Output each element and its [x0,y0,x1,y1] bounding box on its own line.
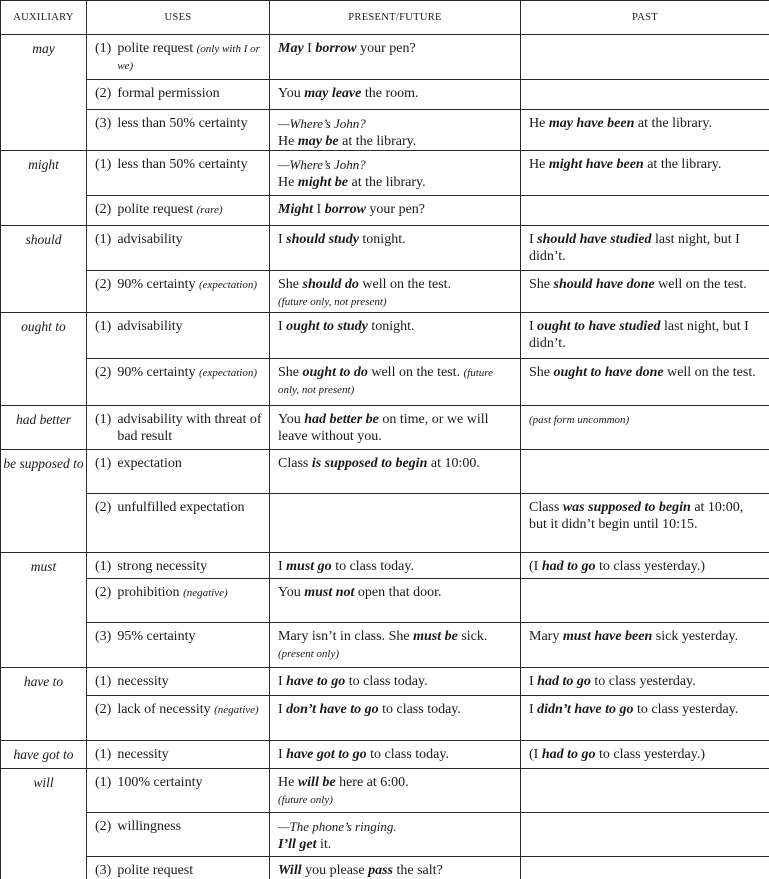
example-text: should have studied [537,232,652,247]
use-entry [95,412,263,445]
table-body [1,35,769,879]
example-text: She [529,365,554,380]
example-text: might have been [548,157,644,172]
uses-cell [87,35,270,80]
example-text: to class yesterday. [633,702,739,717]
use-entry [95,819,263,836]
example-text: must be [413,629,458,644]
uses-cell [87,857,270,879]
example-text: I [278,702,287,717]
example-text: He [278,133,298,149]
example-text: (future only, not present) [278,295,387,308]
use-label [117,819,181,836]
past-cell [521,226,769,271]
example-text: on time, or we will leave without you. [278,412,489,444]
past-cell [521,406,769,450]
past-cell [521,80,769,110]
example-text: didn’t have to go [537,702,634,717]
past-cell [521,110,769,151]
table-row [1,741,769,769]
example-text: to class today. [378,702,461,717]
use-number: (3) [95,863,112,878]
example-text: (past form uncommon) [529,414,630,426]
use-entry [95,41,263,74]
use-number: (1) [95,747,112,762]
auxiliary-cell: have to [1,668,87,741]
use-text: 90% certainty [117,277,196,292]
past-cell [521,623,769,668]
example-text: don’t have to go [286,702,379,717]
present-future-cell [270,741,521,769]
use-text: willingness [117,819,182,834]
example-text: I’ll get [278,836,317,852]
example-text: borrow [324,202,366,217]
table-row [1,668,769,696]
use-label [117,456,182,473]
past-cell [521,857,769,879]
header-auxiliary: AUXILIARY [1,1,87,35]
example-text: borrow [315,41,357,56]
present-future-cell [270,553,521,579]
present-future-cell [270,494,521,553]
example-text: —Where’s John? [278,157,366,172]
past-cell [521,696,769,741]
example-text: should study [286,232,359,247]
use-number: (1) [95,775,112,790]
example-text: open that door. [354,585,442,600]
example-text: Mary isn’t in class. She [278,629,414,644]
example-text: ought to do [302,365,368,380]
uses-cell [87,450,270,494]
example-text: I [529,674,538,689]
use-text: polite request [117,41,194,56]
table-row [1,813,769,857]
use-label [117,202,222,219]
use-text: less than 50% certainty [117,116,248,131]
example-text: tonight. [367,319,415,334]
uses-cell [87,110,270,151]
use-number: (2) [95,202,112,217]
use-text: 90% certainty [117,365,196,380]
use-text: strong necessity [117,559,208,574]
present-future-cell [270,668,521,696]
use-entry [95,202,263,219]
auxiliary-cell: have got to [1,741,87,769]
example-text: She [529,277,554,292]
use-entry [95,674,263,691]
auxiliary-cell: might [1,151,87,226]
example-text: I [278,232,287,247]
use-text: necessity [117,674,169,689]
example-text: I [278,674,287,689]
example-text: He [529,116,549,131]
present-future-cell [270,696,521,741]
uses-cell [87,553,270,579]
past-cell [521,271,769,313]
use-entry [95,319,263,336]
uses-cell [87,741,270,769]
use-text: polite request [117,202,194,217]
example-text: I [313,202,325,217]
table-row [1,450,769,494]
use-note: (negative) [214,704,259,716]
present-future-cell [270,271,521,313]
auxiliary-cell: be supposed to [1,450,87,553]
present-future-cell [270,151,521,196]
use-entry [95,232,263,249]
example-text: —The phone’s ringing. [278,819,397,834]
use-number: (1) [95,456,112,471]
use-entry [95,456,263,473]
past-cell [521,813,769,857]
example-text: Class [278,456,312,471]
past-cell [521,359,769,406]
table-row [1,313,769,359]
use-number: (2) [95,702,112,717]
table-row [1,151,769,196]
use-text: prohibition [117,585,180,600]
uses-cell [87,769,270,813]
table-row [1,271,769,313]
example-text: (future only, not present) [278,367,494,396]
example-text: —Where’s John? [278,116,366,131]
present-future-cell [270,80,521,110]
past-cell [521,313,769,359]
use-note: (expectation) [198,367,257,379]
use-entry [95,585,263,602]
example-text: may have been [548,116,635,131]
auxiliary-cell: must [1,553,87,668]
past-cell [521,450,769,494]
header-past: PAST [521,1,769,35]
example-text: Will [278,863,302,878]
present-future-cell [270,769,521,813]
present-future-cell [270,196,521,226]
example-text: You [278,412,305,427]
present-future-cell [270,579,521,623]
table-row [1,80,769,110]
example-text: Might [278,202,314,217]
past-cell [521,668,769,696]
use-entry [95,559,263,576]
example-text: your pen? [356,41,416,56]
past-cell [521,196,769,226]
use-label [117,86,219,103]
example-text: may leave [304,86,362,101]
table-row [1,359,769,406]
past-cell [521,494,769,553]
table-row [1,769,769,813]
use-label [117,775,202,792]
use-text: advisability with threat of bad result [117,412,262,444]
present-future-cell [270,359,521,406]
uses-cell [87,271,270,313]
table-row [1,35,769,80]
example-text: She [278,277,303,292]
example-text: might be [297,174,348,190]
example-text: She [278,365,303,380]
uses-cell [87,494,270,553]
example-text: had better be [304,412,379,427]
example-text: must have been [562,629,653,644]
use-entry [95,863,263,879]
example-text: here at 6:00. [335,775,409,790]
example-text: ought to have done [553,365,664,380]
uses-cell [87,623,270,668]
use-number: (1) [95,412,112,427]
use-number: (2) [95,86,112,101]
example-text: will be [297,775,336,790]
example-text: I [529,232,538,247]
use-number: (1) [95,41,112,56]
use-entry [95,157,263,174]
example-text: had to go [541,559,596,574]
present-future-cell [270,406,521,450]
use-label [117,41,263,74]
example-text: He [278,174,298,190]
table-row [1,623,769,668]
use-label [117,365,257,382]
use-number: (2) [95,365,112,380]
use-number: (3) [95,629,112,644]
example-text: pass [368,863,393,878]
use-text: lack of necessity [117,702,211,717]
present-future-cell [270,857,521,879]
table-row [1,494,769,553]
table-row [1,226,769,271]
past-cell [521,553,769,579]
use-note: (expectation) [198,279,257,291]
uses-cell [87,813,270,857]
example-text: your pen? [365,202,426,217]
use-label [117,747,168,764]
uses-cell [87,226,270,271]
uses-cell [87,196,270,226]
use-text: polite request [117,863,194,878]
table-row [1,579,769,623]
example-text: (I [529,747,542,762]
example-text: sick. [457,629,488,644]
use-number: (1) [95,157,112,172]
past-cell [521,769,769,813]
example-text: to class yesterday.) [595,559,706,574]
use-label [117,702,258,719]
example-text: had to go [537,674,591,689]
example-text: He [529,157,549,172]
use-number: (2) [95,819,112,834]
example-text: may be [297,133,339,149]
use-text: less than 50% certainty [117,157,248,172]
table-row [1,196,769,226]
use-entry [95,116,263,133]
present-future-cell [270,35,521,80]
example-text: ought to study [286,319,368,334]
example-text: well on the test. [367,365,464,380]
use-label [117,157,247,174]
use-text: necessity [117,747,169,762]
example-text: well on the test. [654,277,747,292]
present-future-cell [270,226,521,271]
example-text: at 10:00, but it didn’t begin until 10:15. [529,500,744,532]
example-text: sick yesterday. [652,629,739,644]
use-label [117,412,263,445]
use-label [117,674,168,691]
example-text: should have done [553,277,655,292]
auxiliary-cell: will [1,769,87,879]
present-future-cell [270,623,521,668]
uses-cell [87,579,270,623]
use-note: (rare) [196,204,223,216]
use-text: unfulfilled expectation [117,500,245,515]
use-number: (2) [95,500,112,515]
past-cell [521,579,769,623]
use-label [117,559,207,576]
example-text: You [278,585,305,600]
example-text: must not [304,585,355,600]
header-row [1,1,769,35]
uses-cell [87,668,270,696]
example-text: must go [286,559,332,574]
use-number: (1) [95,674,112,689]
table-row [1,857,769,879]
use-number: (2) [95,585,112,600]
present-future-cell [270,110,521,151]
example-text: have got to go [286,747,367,762]
example-text: I [529,702,538,717]
example-text: it. [316,836,332,852]
use-label [117,863,193,879]
table-row [1,696,769,741]
use-number: (1) [95,232,112,247]
example-text: to class today. [366,747,449,762]
uses-cell [87,696,270,741]
use-note: (only with I or we) [117,43,260,72]
example-text: to class yesterday. [590,674,696,689]
example-text: I [529,319,538,334]
use-text: expectation [117,456,182,471]
uses-cell [87,151,270,196]
use-text: formal permission [117,86,220,101]
example-text: had to go [541,747,596,762]
use-entry [95,629,263,646]
example-text: at the library. [338,133,417,149]
present-future-cell [270,450,521,494]
example-text: was supposed to begin [562,500,691,515]
example-text: to class today. [345,674,428,689]
use-note: (negative) [183,587,228,599]
auxiliary-cell: should [1,226,87,313]
example-text: I [278,319,287,334]
example-text: last night, but I didn’t. [529,319,749,351]
auxiliary-cell: had better [1,406,87,450]
use-number: (1) [95,319,112,334]
use-entry [95,277,263,294]
use-number: (3) [95,116,112,131]
example-text: He [278,775,298,790]
example-text: (present only) [278,647,339,660]
use-label [117,232,182,249]
use-label [117,629,195,646]
example-text: at the library. [348,174,426,190]
auxiliary-cell: ought to [1,313,87,406]
example-text: last night, but I didn’t. [529,232,740,264]
example-text: You [278,86,305,101]
uses-cell [87,80,270,110]
example-text: to class yesterday.) [595,747,706,762]
header-present-future: PRESENT/FUTURE [270,1,521,35]
use-label [117,319,182,336]
example-text: tonight. [358,232,406,247]
example-text: I [278,559,287,574]
table-row [1,406,769,450]
auxiliary-cell: may [1,35,87,151]
example-text: the room. [361,86,419,101]
use-entry [95,775,263,792]
example-text: to class today. [331,559,414,574]
past-cell [521,35,769,80]
use-entry [95,500,263,517]
example-text: at 10:00. [427,456,480,471]
example-text: is supposed to begin [311,456,428,471]
table-row [1,110,769,151]
use-number: (2) [95,277,112,292]
uses-cell [87,359,270,406]
use-label [117,500,244,517]
example-text: I [278,747,287,762]
example-text: at the library. [634,116,712,131]
use-text: advisability [117,319,183,334]
example-text: at the library. [643,157,722,172]
use-entry [95,747,263,764]
example-text: have to go [286,674,346,689]
example-text: the salt? [393,863,443,878]
use-label [117,277,257,294]
use-label [117,585,227,602]
example-text: May [278,41,304,56]
use-entry [95,86,263,103]
table-row [1,553,769,579]
example-text: you please [301,863,369,878]
present-future-cell [270,813,521,857]
past-cell [521,741,769,769]
example-text: well on the test. [663,365,756,380]
uses-cell [87,313,270,359]
header-uses: USES [87,1,270,35]
use-text: 95% certainty [117,629,196,644]
example-text: (future only) [278,793,333,806]
example-text: (I [529,559,542,574]
use-entry [95,702,263,719]
example-text: should do [302,277,359,292]
use-text: advisability [117,232,183,247]
example-text: Class [529,500,563,515]
example-text: I [303,41,316,56]
example-text: ought to have studied [537,319,661,334]
present-future-cell [270,313,521,359]
past-cell [521,151,769,196]
use-entry [95,365,263,382]
use-label [117,116,247,133]
example-text: Mary [529,629,563,644]
use-number: (1) [95,559,112,574]
uses-cell [87,406,270,450]
example-text: well on the test. [358,277,452,292]
use-text: 100% certainty [117,775,203,790]
